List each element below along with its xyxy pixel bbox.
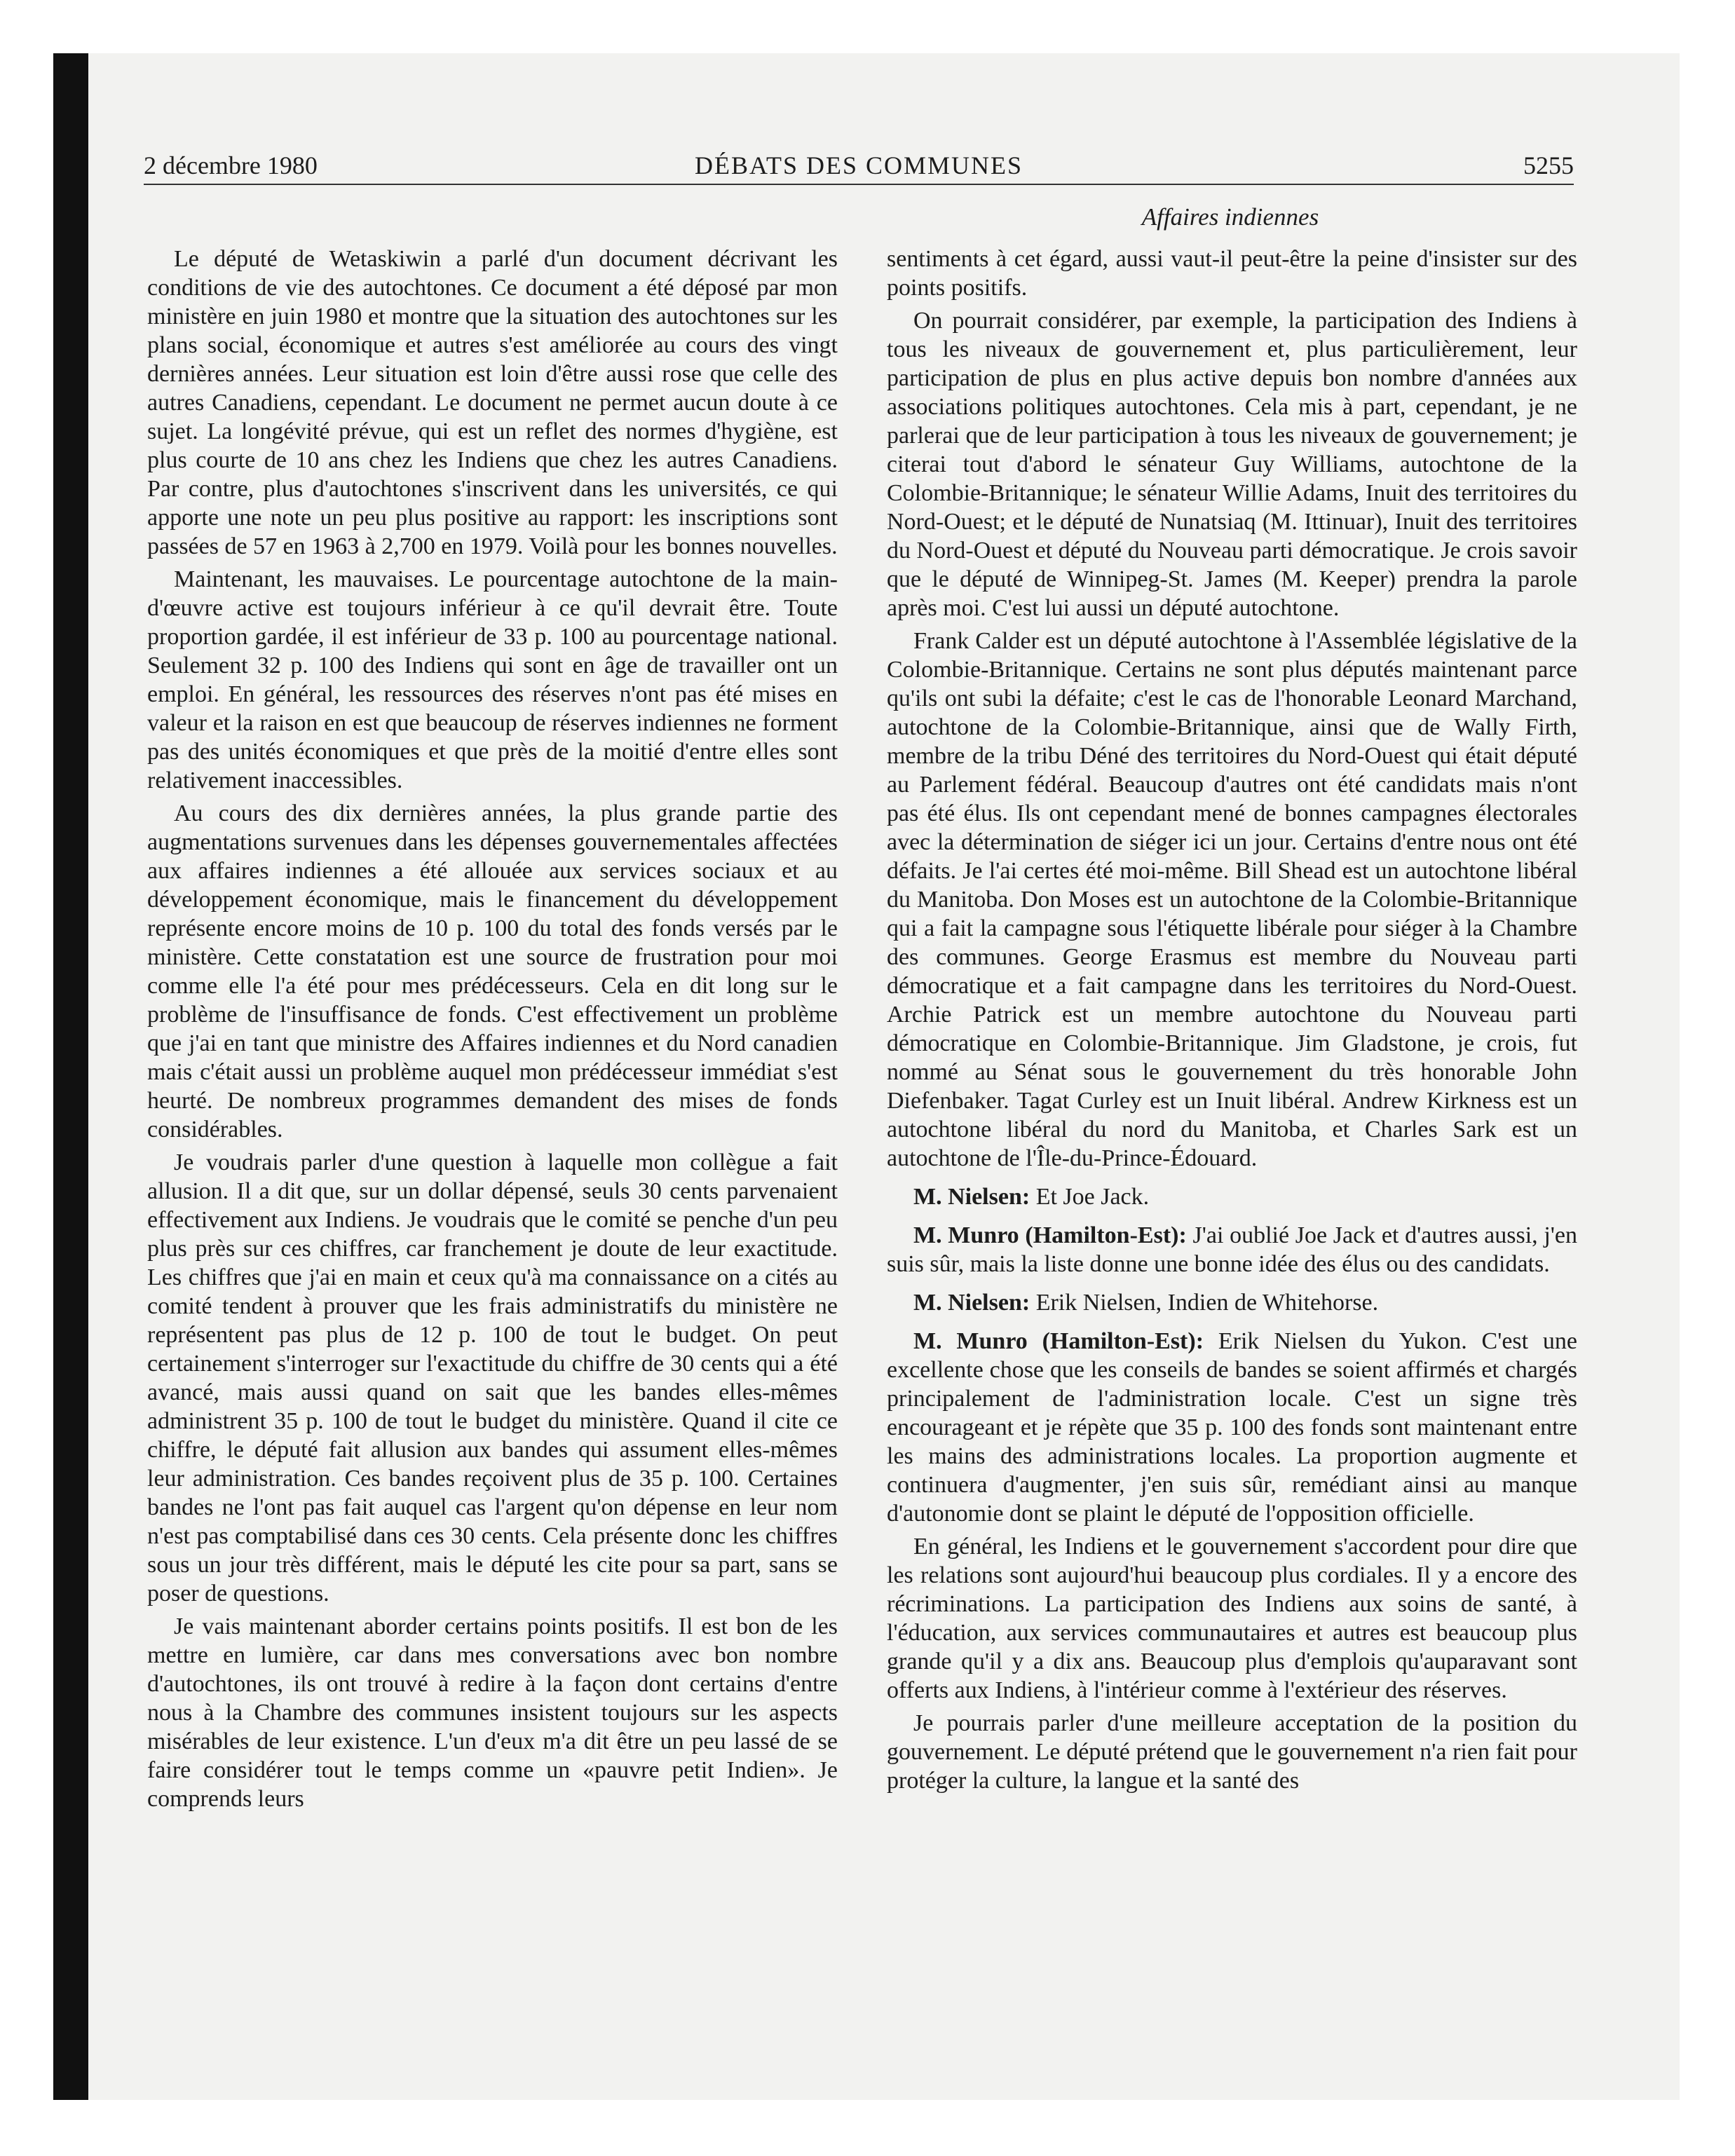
paragraph: Frank Calder est un député autochtone à l'Assemblée législative de la Colombie-Britannique. Certains ne sont plus députés maintenant parce qu'ils ont subi la défaite; c'est le cas de l'honorable Leonard Marchand, autochtone de la Colombie-Britannique, ainsi que de Wally Firth, membre de la tribu Déné des territoires du Nord-Ouest qui était député au Parlement fédéral. Beaucoup d'autres ont été candidats mais n'ont pas été élus. Ils ont cependant mené de bonnes campagnes électorales avec la détermination de siéger ici un jour. Certains d'entre nous ont été défaits. Je l'ai certes été moi-même. Bill Shead est un autochtone libéral du Manitoba. Don Moses est un autochtone de la Colombie-Britannique qui a fait la campagne sous l'étiquette libérale pour siéger à la Chambre des communes. George Erasmus est membre du Nouveau parti démocratique et a fait campagne dans les territoires du Nord-Ouest. Archie Patrick est un membre autochtone du Nouveau parti démocratique en Colombie-Britannique. Jim Gladstone, je crois, fut nommé au Sénat sous le gouvernement du très honorable John Diefenbaker. Tagat Curley est un Inuit libéral. Andrew Kirkness est un autochtone libéral du nord du Manitoba, et Charles Sark est un autochtone de l'Île-du-Prince-Édouard. <box>887 628 1577 1171</box>
right-column <box>887 245 1577 1799</box>
left-column <box>147 245 838 1817</box>
header-rule <box>144 184 1574 185</box>
paragraph: En général, les Indiens et le gouvernement s'accordent pour dire que les relations sont aujourd'hui beaucoup plus cordiales. Il y a encore des récriminations. La participation des Indiens aux soins de santé, à l'éducation, aux services communautaires et autres est beaucoup plus grande qu'il y a dix ans. Beaucoup plus d'emplois qu'auparavant sont offerts aux Indiens, à l'intérieur comme à l'extérieur des réserves. <box>887 1534 1577 1703</box>
speech-entry <box>887 1182 1577 1211</box>
section-subheading: Affaires indiennes <box>1141 203 1319 231</box>
speaker-name: M. Munro (Hamilton-Est): <box>913 1328 1204 1354</box>
page-number: 5255 <box>1523 151 1574 179</box>
paragraph: Le député de Wetaskiwin a parlé d'un document décrivant les conditions de vie des autochtones. Ce document a été déposé par mon ministère en juin 1980 et montre que la situation des autochtones sur les plans social, économique et autres s'est améliorée au cours des vingt dernières années. Leur situation est loin d'être aussi rose que celle des autres Canadiens, cependant. Le document ne permet aucun doute à ce sujet. La longévité prévue, qui est un reflet des normes d'hygiène, est plus courte de 10 ans chez les Indiens que chez les autres Canadiens. Par contre, plus d'autochtones s'inscrivent dans les universités, ce qui apporte une note un peu plus positive au rapport: les inscriptions sont passées de 57 en 1963 à 2,700 en 1979. Voilà pour les bonnes nouvelles. <box>147 246 838 559</box>
header-title: DÉBATS DES COMMUNES <box>694 151 1023 179</box>
running-header <box>144 149 1574 182</box>
speech-text: Et Joe Jack. <box>1035 1184 1150 1210</box>
paragraph-continuation: sentiments à cet égard, aussi vaut-il peut-être la peine d'insister sur des points positifs. <box>887 246 1577 301</box>
speech-text: Erik Nielsen, Indien de Whitehorse. <box>1035 1290 1379 1316</box>
speaker-name: M. Nielsen: <box>913 1290 1030 1316</box>
speech-entry <box>887 1221 1577 1278</box>
speaker-name: M. Nielsen: <box>913 1184 1030 1210</box>
header-date: 2 décembre 1980 <box>144 151 318 179</box>
speaker-name: M. Munro (Hamilton-Est): <box>913 1222 1187 1248</box>
speech-entry <box>887 1288 1577 1317</box>
speech-text: Erik Nielsen du Yukon. C'est une excellente chose que les conseils de bandes se soient affirmés et chargés principalement de l'administration locale. C'est un signe très encourageant et je répète que 35 p. 100 des fonds sont maintenant entre les mains des administrations locales. La proportion augmente et continuera d'augmenter, j'en suis sûr, remédiant ainsi au manque d'autonomie dont se plaint le député de l'opposition officielle. <box>887 1328 1578 1527</box>
paragraph: Je vais maintenant aborder certains points positifs. Il est bon de les mettre en lumière, car dans mes conversations avec bon nombre d'autochtones, ils ont trouvé à redire à la façon dont certains d'entre nous à la Chambre des communes insistent toujours sur les aspects misérables de leur existence. L'un d'eux m'a dit être un peu lassé de se faire considérer tout le temps comme un «pauvre petit Indien». Je comprends leurs <box>147 1613 838 1812</box>
paragraph: Je voudrais parler d'une question à laquelle mon collègue a fait allusion. Il a dit que, sur un dollar dépensé, seuls 30 cents parvenaient effectivement aux Indiens. Je voudrais que le comité se penche d'un peu plus près sur ces chiffres, car franchement je doute de leur exactitude. Les chiffres que j'ai en main et ceux qu'à ma connaissance on a cités au comité tendent à prouver que les frais administratifs du ministère ne représentent pas plus de 12 p. 100 de tout le budget. On peut certainement s'interroger sur l'exactitude du chiffre de 30 cents qui a été avancé, mais aussi quand on sait que les bandes elles-mêmes administrent 35 p. 100 de tout le budget du ministère. Quand il cite ce chiffre, le député fait allusion aux bandes qui assument elles-mêmes leur administration. Ces bandes reçoivent plus de 35 p. 100. Certaines bandes ne l'ont pas fait auquel cas l'argent qu'on dépense en leur nom n'est pas comptabilisé dans ces 30 cents. Cela présente donc les chiffres sous un jour très différent, mais le député les cite pour sa part, sans se poser de questions. <box>147 1149 838 1606</box>
paragraph: On pourrait considérer, par exemple, la participation des Indiens à tous les niveaux de gouvernement et, plus particulièrement, leur participation de plus en plus active depuis bon nombre d'années aux associations politiques autochtones. Cela mis à part, cependant, je ne parlerai que de leur participation à tous les niveaux de gouvernement; je citerai tout d'abord le sénateur Guy Williams, autochtone de la Colombie-Britannique; le sénateur Willie Adams, Inuit des territoires du Nord-Ouest; et le député de Nunatsiaq (M. Ittinuar), Inuit des territoires du Nord-Ouest et député du Nouveau parti démocratique. Je crois savoir que le député de Winnipeg-St. James (M. Keeper) prendra la parole après moi. C'est lui aussi un député autochtone. <box>887 308 1577 621</box>
paragraph: Maintenant, les mauvaises. Le pourcentage autochtone de la main-d'œuvre active est toujours inférieur à ce qu'il devrait être. Toute proportion gardée, il est inférieur de 33 p. 100 au pourcentage national. Seulement 32 p. 100 des Indiens qui sont en âge de travailler ont un emploi. En général, les ressources des réserves n'ont pas été mises en valeur et la raison en est que beaucoup de réserves indiennes ne forment pas des unités économiques et que près de la moitié d'entre elles sont relativement inaccessibles. <box>147 566 838 793</box>
paragraph: Au cours des dix dernières années, la plus grande partie des augmentations survenues dans les dépenses gouvernementales affectées aux affaires indiennes a été allouée aux services sociaux et au développement économique, mais le financement du développement représente encore moins de 10 p. 100 du total des fonds versés par le ministère. Cette constatation est une source de frustration pour moi comme elle l'a été pour mes prédécesseurs. Cela en dit long sur le problème de l'insuffisance de fonds. C'est effectivement un problème que j'ai en tant que ministre des Affaires indiennes et du Nord canadien mais c'était aussi un problème auquel mon prédécesseur immédiat s'est heurté. De nombreux programmes demandent des mises de fonds considérables. <box>147 800 838 1142</box>
speech-entry <box>887 1327 1577 1528</box>
speech-text: J'ai oublié Joe Jack et d'autres aussi, j'en suis sûr, mais la liste donne une bonne idée des élus ou des candidats. <box>887 1222 1578 1277</box>
paragraph: Je pourrais parler d'une meilleure acceptation de la position du gouvernement. Le député prétend que le gouvernement n'a rien fait pour protéger la culture, la langue et la santé des <box>887 1710 1577 1794</box>
scan-edge-bar <box>53 53 88 2100</box>
